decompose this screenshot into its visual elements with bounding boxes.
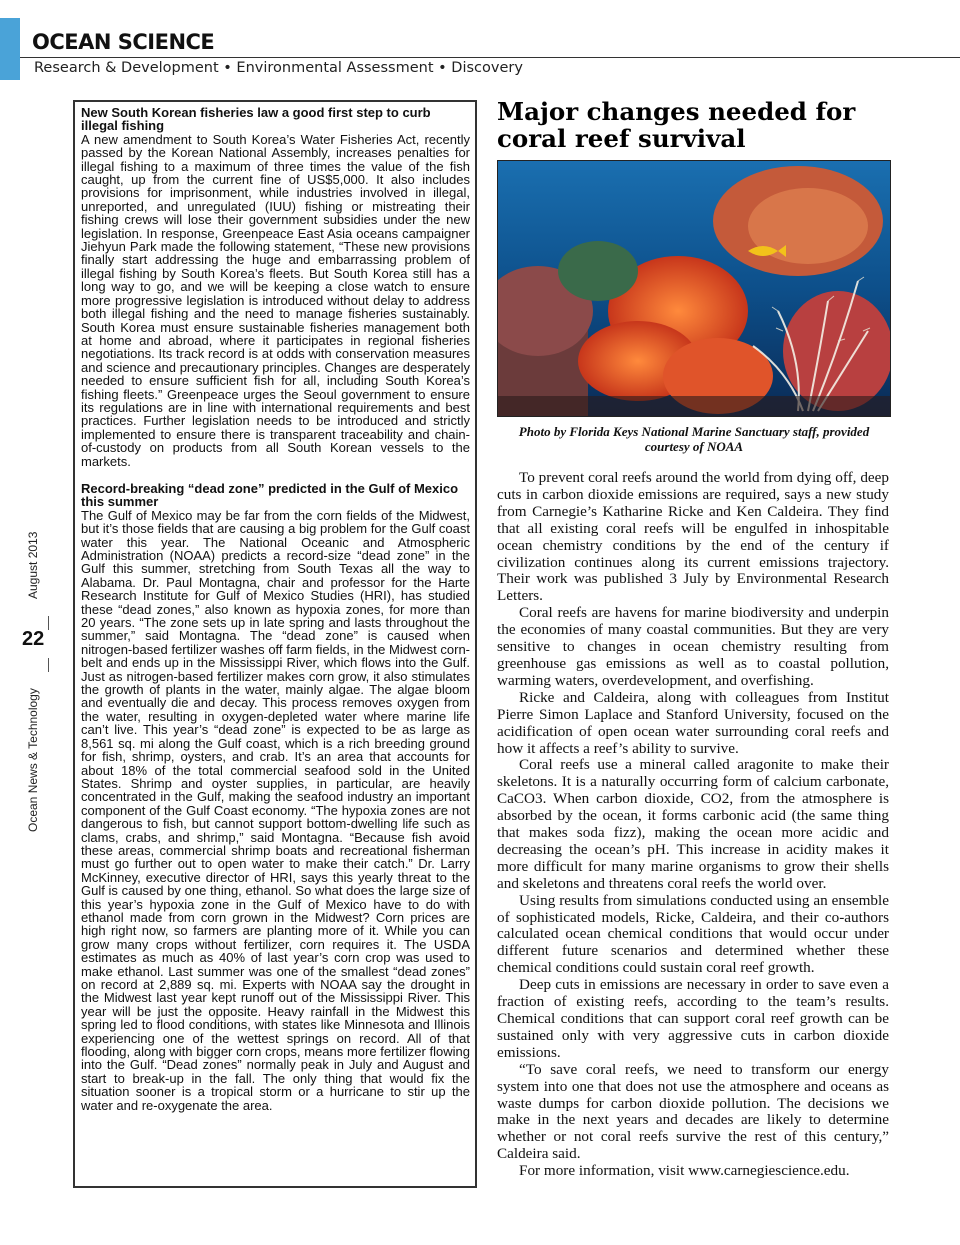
article-paragraph: Coral reefs are havens for marine biodiversity and underpin the economies of many coastal communities. But they are very sensitive to changes in ocean chemistry resulting from greenhouse gas emissions as well as to coastal pollution, warming waters, overdevelopment, and overfishing. <box>497 604 889 689</box>
article-body <box>497 470 889 1180</box>
section-title: OCEAN SCIENCE <box>32 30 215 54</box>
page-sidebar <box>24 520 60 860</box>
coral-reef-photo <box>497 160 891 417</box>
article-paragraph: To prevent coral reefs around the world from dying off, deep cuts in carbon dioxide emissions are required, says a new study from Carnegie’s Katharine Ricke and Ken Caldeira. They find that all existing coral reefs will be engulfed in inhospitable ocean chemistry conditions by the end of the century if civilization continues along its current emissions trajectory. Their work was published 3 July by Environmental Research Letters. <box>497 469 889 605</box>
issue-month: August 2013 <box>26 531 40 599</box>
article-headline: Major changes needed for coral reef survival <box>497 97 856 153</box>
article-paragraph: Ricke and Caldeira, along with colleagues from Institut Pierre Simon Laplace and Stanford University, focused on the acidification of open ocean water surrounding coral reefs and how it affects a reef’s ability to survive. <box>497 688 889 757</box>
news-item-heading: Record-breaking “dead zone” predicted in the Gulf of Mexico this summer <box>81 480 459 510</box>
publication-name: Ocean News & Technology <box>26 688 40 832</box>
news-item-body: A new amendment to South Korea’s Water Fisheries Act, recently passed by the Korean National Assembly, increases penalties for illegal fishing to a maximum of three times the value of the fish caught, up from the current fine of US$5,000. It also includes provisions for imprisonment, while industries involved in illegal, unreported, and unregulated (IUU) fishing or mistreating their fishing crews will lose their government subsidies under the new legislation. In response, Greenpeace East Asia oceans campaigner Jiehyun Park made the following statement, “These new provisions finally start addressing the huge and embarrassing problem of illegal fishing by South Korea’s fleets. But South Korea still has a long way to go, and we will be keeping a close watch to ensure more progressive legislation is introduced without delay to address both illegal fishing and the need to manage fisheries sustainably. South Korea must ensure sustainable fisheries management both at home and abroad, where it participates in regional fisheries negotiations. Its track record is at odds with conservation measures and science and precautionary principles. Changes are desperately needed to ensure sufficient fish for all, including South Korea’s fishing fleets.” Greenpeace urges the Seoul government to ensure its regulations are in line with international requirements and best practices. Further legislation needs to be introduced and strictly implemented to ensure there is transparent traceability and chain-of-custody on products from all South Korean vessels to the markets. <box>81 131 470 469</box>
article-paragraph: Using results from simulations conducted using an ensemble of sophisticated models, Ricke, Caldeira, and their co-authors calculated ocean chemical conditions that would occur under different future scenarios and determined whether these chemical conditions could sustain coral reef growth. <box>497 891 889 977</box>
news-brief-box <box>73 100 477 1188</box>
news-item-body: The Gulf of Mexico may be far from the corn fields of the Midwest, but it’s those fields that are causing a big problem for the Gulf coast water this year. The National Oceanic and Atmospheric Administration (NOAA) predicts a record-size “dead zone” in the Gulf this summer, stretching from South Texas all the way to Alabama. Dr. Paul Montagna, chair and professor for the Harte Research Institute for Gulf of Mexico Studies (HRI), has studied these “dead zones,” also known as hypoxia zones, for more than 20 years. “The zone sets up in late spring and lasts throughout the summer,” said Montagna. The “dead zone” is caused when nitrogen-based fertilizer washes off farm fields, in the Midwest corn-belt and ends up in the Mississippi River, which flows into the Gulf. Just as nitrogen-based fertilizer makes corn grow, it also stimulates the growth of plants in the water, mainly algae. The algae bloom and eventually die and decay. This process removes oxygen from the water, resulting in oxygen-depleted water where marine life can’t live. This year’s “dead zone” is expected to be as large as 8,561 sq. mi along the Gulf coast, which is a rich breeding ground for fish, shrimp, oysters, and crab. It’s an area that accounts for about 18% of the total commercial seafood sold in the United States. Shrimp and oyster supplies, in particular, are heavily concentrated in the Gulf, making the seafood industry an important component of the Gulf Coast economy. “The hypoxia zones are not dangerous to fish, but cannot support bottom-dwelling life such as clams, crabs, and shrimp,” said Montagna. “Because fish avoid these areas, commercial shrimp boats and recreational fisherman must go further out to open water to make their catch.” Dr. Larry McKinney, executive director of HRI, says this yearly threat to the Gulf is caused by one thing, ethanol. So what does the large size of this year’s hypoxia zone in the Gulf of Mexico have to do with ethanol made from corn grown in the Midwest? Corn prices are high right now, so farmers are planting more of it. While you can grow many crops without fertilizer, corn requires it. The USDA estimates as much as 40% of last year’s corn crop was used to make ethanol. Last summer was one of the smallest “dead zones” on record at 2,889 sq. mi. Experts with NOAA say the drought in the Midwest last year kept runoff out of the Mississippi River. This year will be just the opposite. Heavy rainfall in the Midwest this spring led to flood conditions, with states like Minnesota and Illinois experiencing one of the wettest springs on record. All of that flooding, along with bigger corn crops, means more fertilizer flowing into the Gulf. “Dead zones” normally peak in July and August and start to break-up in the fall. The only thing that would fix the situation sooner is a tropical storm or a hurricane to stir up the water and re-oxygenate the area. <box>81 507 470 1113</box>
article-paragraph: Deep cuts in emissions are necessary in order to save even a fraction of existing reefs, according to the team’s results. Chemical conditions that can support coral reef growth can be sustained only with very aggressive cuts in carbon dioxide emissions. <box>497 976 889 1061</box>
header-accent-bar <box>0 18 20 80</box>
header-divider <box>20 57 960 58</box>
section-subtitle: Research & Development • Environmental Assessment • Discovery <box>34 60 523 76</box>
article-paragraph: “To save coral reefs, we need to transform our energy system into one that does not use the atmosphere and oceans as waste dumps for carbon dioxide pollution. The decisions we make in the next years and decades are likely to determine whether or not coral reefs survive the rest of this century,” Caldeira said. <box>497 1060 889 1163</box>
photo-caption: Photo by Florida Keys National Marine Sanctuary staff, provided courtesy of NOAA <box>518 424 870 454</box>
article-paragraph: Coral reefs use a mineral called aragonite to make their skeletons. It is a naturally occurring form of calcium carbonate, CaCO3. When carbon dioxide, CO2, from the atmosphere is absorbed by the ocean, it forms carbonic acid (the same thing that makes soda fizz), making the ocean more acidic and decreasing the ocean’s pH. This increase in acidity makes it more difficult for many marine organisms to grow their shells and skeletons and threatens coral reefs the world over. <box>497 756 889 892</box>
sidebar-divider <box>48 616 49 630</box>
article-paragraph: For more information, visit www.carnegiescience.edu. <box>519 1162 850 1180</box>
news-item-heading: New South Korean fisheries law a good first step to curb illegal fishing <box>81 105 431 134</box>
page-number: 22 <box>22 628 45 650</box>
